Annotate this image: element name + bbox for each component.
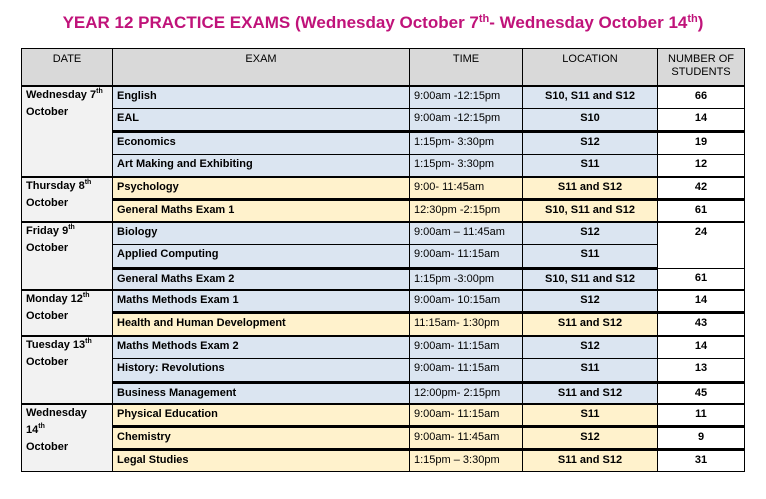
table-row [22,312,745,336]
exam-cell: Psychology [113,177,410,199]
students-cell: 43 [658,312,745,336]
time-cell: 12:30pm -2:15pm [410,199,523,222]
time-cell: 9:00am- 11:15am [410,244,523,268]
date-cell: Thursday 8th October [22,177,113,222]
location-cell: S11 and S12 [523,382,658,404]
table-row [22,108,745,131]
location-cell: S12 [523,222,658,244]
exam-cell: EAL [113,108,410,131]
exam-cell: Legal Studies [113,449,410,471]
table-row [22,222,745,244]
students-cell: 45 [658,382,745,404]
exam-cell: Physical Education [113,404,410,426]
exam-cell: English [113,86,410,108]
time-cell: 1:15pm -3:00pm [410,268,523,290]
date-cell: Wednesday 7th October [22,86,113,177]
students-cell: 61 [658,268,745,290]
date-cell: Wednesday 14th October [22,404,113,471]
table-row [22,290,745,312]
exam-cell: History: Revolutions [113,358,410,382]
location-cell: S12 [523,336,658,358]
time-cell: 9:00am- 11:45am [410,426,523,449]
students-cell: 61 [658,199,745,222]
time-cell: 1:15pm- 3:30pm [410,131,523,154]
location-cell: S10, S11 and S12 [523,268,658,290]
table-row [22,358,745,382]
exam-cell: Economics [113,131,410,154]
students-cell: 24 [658,222,745,268]
exam-cell: Health and Human Development [113,312,410,336]
students-cell: 11 [658,404,745,426]
table-row [22,336,745,358]
time-cell: 9:00am – 11:45am [410,222,523,244]
location-cell: S10, S11 and S12 [523,199,658,222]
students-cell: 14 [658,290,745,312]
time-cell: 9:00am- 10:15am [410,290,523,312]
header-time: TIME [410,49,523,87]
table-row [22,199,745,222]
table-row [22,449,745,471]
table-row [22,154,745,177]
location-cell: S10 [523,108,658,131]
location-cell: S12 [523,290,658,312]
time-cell: 9:00am -12:15pm [410,108,523,131]
table-row [22,244,745,268]
location-cell: S10, S11 and S12 [523,86,658,108]
students-cell: 42 [658,177,745,199]
exam-cell: General Maths Exam 1 [113,199,410,222]
date-cell: Tuesday 13th October [22,336,113,404]
location-cell: S11 and S12 [523,177,658,199]
time-cell: 9:00am- 11:15am [410,358,523,382]
location-cell: S12 [523,131,658,154]
time-cell: 9:00am -12:15pm [410,86,523,108]
students-cell: 31 [658,449,745,471]
time-cell: 9:00- 11:45am [410,177,523,199]
time-cell: 11:15am- 1:30pm [410,312,523,336]
time-cell: 12:00pm- 2:15pm [410,382,523,404]
exam-cell: Business Management [113,382,410,404]
header-number-of-students: NUMBER OF STUDENTS [658,49,745,87]
exam-cell: Biology [113,222,410,244]
students-cell: 12 [658,154,745,177]
table-row [22,86,745,108]
date-cell: Friday 9th October [22,222,113,290]
table-row [22,404,745,426]
time-cell: 1:15pm- 3:30pm [410,154,523,177]
students-cell: 19 [658,131,745,154]
location-cell: S11 and S12 [523,449,658,471]
exam-cell: Applied Computing [113,244,410,268]
table-row [22,131,745,154]
location-cell: S11 [523,358,658,382]
time-cell: 9:00am- 11:15am [410,336,523,358]
students-cell: 13 [658,358,745,382]
exam-cell: Maths Methods Exam 2 [113,336,410,358]
page-title: YEAR 12 PRACTICE EXAMS (Wednesday October 7th- Wednesday October 14th) [62,13,704,32]
exam-cell: Art Making and Exhibiting [113,154,410,177]
exam-cell: Maths Methods Exam 1 [113,290,410,312]
location-cell: S11 and S12 [523,312,658,336]
location-cell: S11 [523,154,658,177]
exam-cell: Chemistry [113,426,410,449]
location-cell: S11 [523,404,658,426]
date-cell: Monday 12th October [22,290,113,336]
table-header-row [22,49,745,87]
students-cell: 14 [658,336,745,358]
header-date: DATE [22,49,113,87]
students-cell: 14 [658,108,745,131]
students-cell: 9 [658,426,745,449]
header-location: LOCATION [523,49,658,87]
students-cell: 66 [658,86,745,108]
table-row [22,382,745,404]
location-cell: S11 [523,244,658,268]
table-row [22,426,745,449]
exam-schedule-table [21,48,745,472]
exam-cell: General Maths Exam 2 [113,268,410,290]
time-cell: 1:15pm – 3:30pm [410,449,523,471]
table-row [22,177,745,199]
header-exam: EXAM [113,49,410,87]
location-cell: S12 [523,426,658,449]
table-row [22,268,745,290]
time-cell: 9:00am- 11:15am [410,404,523,426]
